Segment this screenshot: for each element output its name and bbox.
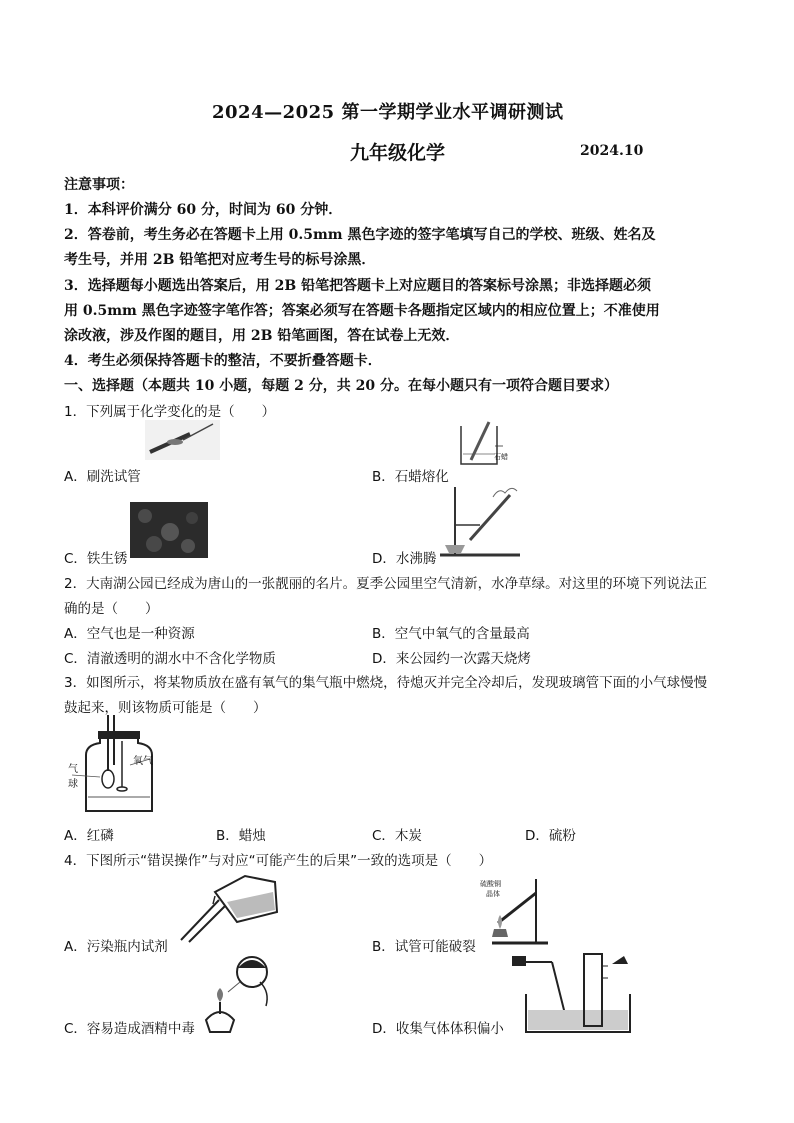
test-tube-brush-image xyxy=(145,420,220,460)
q2-option-d[interactable]: D．来公园约一次露天烧烤 xyxy=(372,651,531,667)
q4-b-image-label: 晶体 xyxy=(486,890,500,898)
exam-title: 2024—2025 第一学期学业水平调研测试 xyxy=(212,102,564,123)
q4-option-c[interactable]: C．容易造成酒精中毒 xyxy=(64,1021,195,1037)
question-3-stem-line1: 3．如图所示，将某物质放在盛有氧气的集气瓶中燃烧，待熄灭并完全冷却后，发现玻璃管下面的小气球慢慢 xyxy=(64,675,708,691)
boiling-water-apparatus-image xyxy=(435,485,525,560)
q4-option-a[interactable]: A．污染瓶内试剂 xyxy=(64,939,168,955)
exam-date: 2024.10 xyxy=(580,143,644,159)
smelling-alcohol-lamp-image xyxy=(200,952,280,1034)
question-4-stem: 4．下图所示“错误操作”与对应“可能产生的后果”一致的选项是（ ） xyxy=(64,853,493,869)
q1-option-c[interactable]: C．铁生锈 xyxy=(64,551,128,567)
q2-option-a[interactable]: A．空气也是一种资源 xyxy=(64,626,195,642)
q4-b-image-label: 硫酸铜 xyxy=(480,880,501,888)
notice-item: 2．答卷前，考生务必在答题卡上用 0.5mm 黑色字迹的签字笔填写自己的学校、班级、姓名及 xyxy=(64,227,656,243)
rusty-iron-image xyxy=(130,502,208,558)
q3-option-a[interactable]: A．红磷 xyxy=(64,828,114,844)
q3-image-label-oxygen: 氧气 xyxy=(133,756,153,767)
notice-item: 用 0.5mm 黑色字迹签字笔作答；答案必须写在答题卡各题指定区域内的相应位置上；不准使用 xyxy=(64,303,660,319)
question-2-stem-line2: 确的是（ ） xyxy=(64,601,159,617)
q3-image-label-balloon: 球 xyxy=(68,779,78,790)
pouring-reagent-image xyxy=(175,872,285,944)
q1-b-image-label: 石蜡 xyxy=(494,453,508,461)
q1-option-a[interactable]: A．刷洗试管 xyxy=(64,469,141,485)
q1-option-b[interactable]: B．石蜡熔化 xyxy=(372,469,449,485)
notice-item: 考生号，并用 2B 铅笔把对应考生号的标号涂黑． xyxy=(64,252,376,268)
q2-option-c[interactable]: C．清澈透明的湖水中不含化学物质 xyxy=(64,651,276,667)
notice-item: 1．本科评价满分 60 分，时间为 60 分钟． xyxy=(64,202,343,218)
question-1-stem: 1．下列属于化学变化的是（ ） xyxy=(64,404,276,420)
collecting-gas-image xyxy=(508,950,638,1035)
notice-heading: 注意事项： xyxy=(64,177,134,193)
question-3-stem-line2: 鼓起来，则该物质可能是（ ） xyxy=(64,700,267,716)
question-2-stem-line1: 2．大南湖公园已经成为唐山的一张靓丽的名片。夏季公园里空气清新，水净草绿。对这里的环境下列说法正 xyxy=(64,576,708,592)
q3-option-c[interactable]: C．木炭 xyxy=(372,828,422,844)
q4-option-b[interactable]: B．试管可能破裂 xyxy=(372,939,476,955)
q1-option-d[interactable]: D．水沸腾 xyxy=(372,551,437,567)
q3-option-b[interactable]: B．蜡烛 xyxy=(216,828,266,844)
q3-option-d[interactable]: D．硫粉 xyxy=(525,828,576,844)
notice-item: 涂改液，涉及作图的题目，用 2B 铅笔画图，答在试卷上无效． xyxy=(64,328,460,344)
q2-option-b[interactable]: B．空气中氧气的含量最高 xyxy=(372,626,530,642)
notice-item: 3．选择题每小题选出答案后，用 2B 铅笔把答题卡上对应题目的答案标号涂黑；非选择题必须 xyxy=(64,278,652,294)
exam-subtitle: 九年级化学 xyxy=(350,142,446,164)
q3-image-label-balloon: 气 xyxy=(68,764,78,775)
notice-item: 4．考生必须保持答题卡的整洁，不要折叠答题卡． xyxy=(64,353,382,369)
gas-bottle-balloon-image xyxy=(64,715,174,815)
q4-option-d[interactable]: D．收集气体体积偏小 xyxy=(372,1021,504,1037)
section-heading: 一、选择题（本题共 10 小题，每题 2 分，共 20 分。在每小题只有一项符合题目要求） xyxy=(64,378,618,394)
